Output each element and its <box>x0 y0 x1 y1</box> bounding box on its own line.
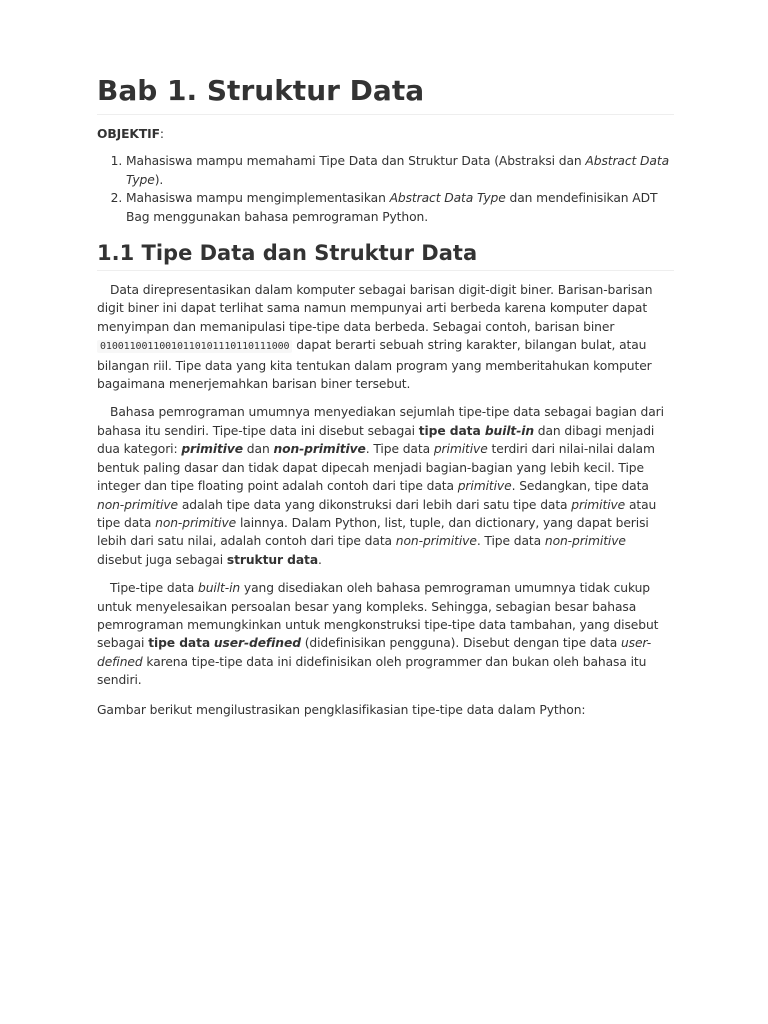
objective-item: 2. Mahasiswa mampu mengimplementasikan Abstract Data Type dan mendefinisikan ADT Bag menggunakan bahasa pemrograman Python. <box>126 189 674 226</box>
objectives-list <box>97 152 674 226</box>
paragraph-figure-intro: Gambar berikut mengilustrasikan pengklasifikasian tipe-tipe data dalam Python: <box>97 702 586 717</box>
document-body <box>97 70 674 719</box>
paragraph-user-defined: Tipe-tipe data built-in yang disediakan oleh bahasa pemrograman umumnya tidak cukup untuk menyelesaikan persoalan besar yang kompleks. Sehingga, sebagian besar bahasa pemrograman memungkinkan untuk mengkonstruksi tipe-tipe data tambahan, yang disebut sebagai tipe data user-defined (didefinisikan pengguna). Disebut dengan tipe data user-defined karena tipe-tipe data ini didefinisikan oleh programmer dan bukan oleh bahasa itu sendiri. <box>97 581 659 688</box>
paragraph-builtin-types: Bahasa pemrograman umumnya menyediakan sejumlah tipe-tipe data sebagai bagian dari bahasa itu sendiri. Tipe-tipe data ini disebut sebagai tipe data built-in dan dibagi menjadi dua kategori: primitive dan non-primitive. Tipe data primitive terdiri dari nilai-nilai dalam bentuk paling dasar dan tidak dapat dipecah menjadi bagian-bagian yang lebih kecil. Tipe integer dan tipe floating point adalah contoh dari tipe data primitive. Sedangkan, tipe data non-primitive adalah tipe data yang dikonstruksi dari lebih dari satu tipe data primitive atau tipe data non-primitive lainnya. Dalam Python, list, tuple, dan dictionary, yang dapat berisi lebih dari satu nilai, adalah contoh dari tipe data non-primitive. Tipe data non-primitive disebut juga sebagai struktur data. <box>97 405 664 567</box>
paragraph-binary-data: Data direpresentasikan dalam komputer sebagai barisan digit-digit biner. Barisan-barisan digit biner ini dapat terlihat sama namun mempunyai arti berbeda karena komputer dapat menyimpan dan memanipulasi tipe-tipe data berbeda. Sebagai contoh, barisan biner 01001100110010110101110110111000 dapat berarti sebuah string karakter, bilangan bulat, atau bilangan riil. Tipe data yang kita tentukan dalam program yang memberitahukan komputer bagaimana menerjemahkan barisan biner tersebut. <box>97 283 653 392</box>
binary-code: 01001100110010110101110110111000 <box>97 340 292 353</box>
objective-item: 1. Mahasiswa mampu memahami Tipe Data dan Struktur Data (Abstraksi dan Abstract Data Type). <box>126 152 674 189</box>
objektif-label: OBJEKTIF: <box>97 127 164 141</box>
section-title: 1.1 Tipe Data dan Struktur Data <box>97 238 674 271</box>
chapter-title: Bab 1. Struktur Data <box>97 70 674 115</box>
